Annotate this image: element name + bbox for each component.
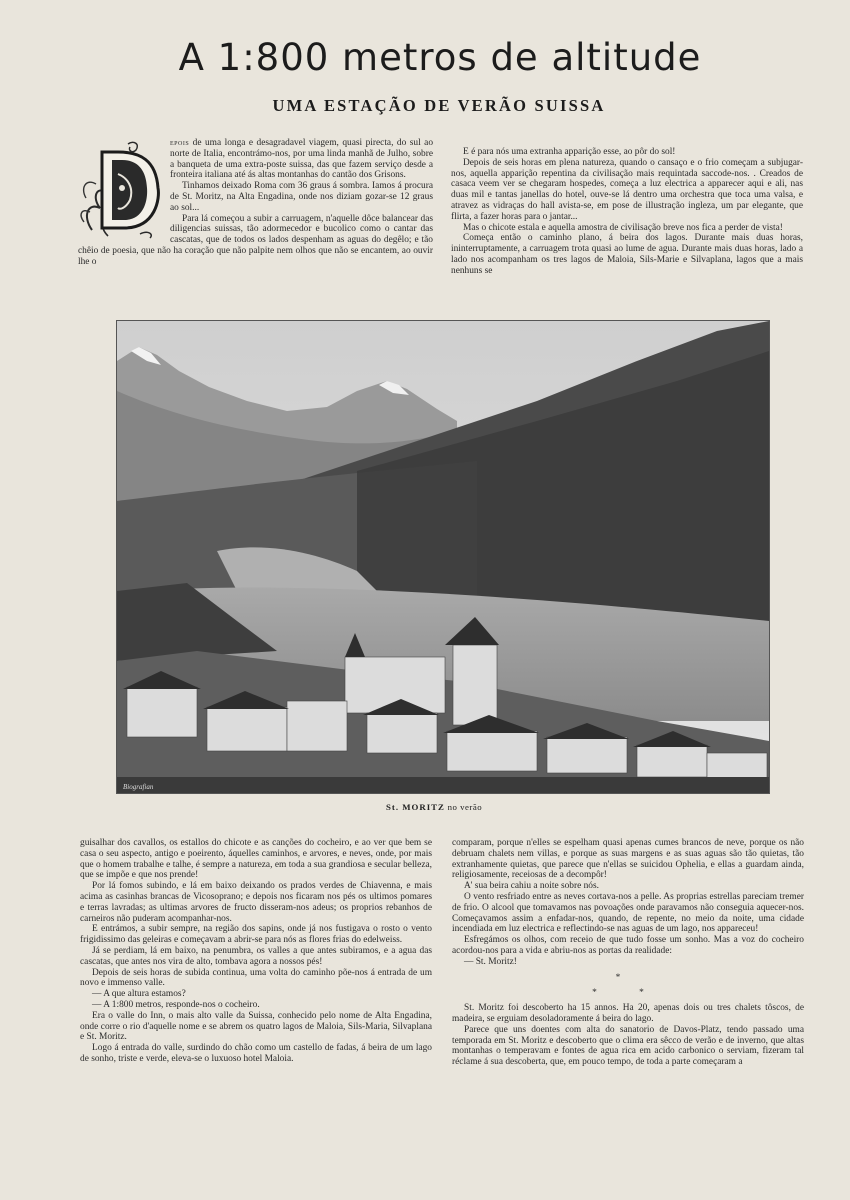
paragraph: guisalhar dos cavallos, os estallos do chicote e as canções do cocheiro, e ao ver que bem se casa o seu aspecto, antigo e poeirento, áquelles caminhos, e arvores, e neves, onde, por mais que o homem trabalhe e talhe, é sempre a natureza, em toda a sua grandiosa e secular belleza, que se impõe e que nos prende!	[80, 838, 432, 881]
paragraph: de uma longa e desagradavel viagem, quasi pirecta, do sul ao norte de Italia, encontrámo-nos, por uma linda manhã de Julho, sobre a banqueta de uma extra-poste suissa, das que fazem serviço desde a fronteira italiana até ás altas montanhas do cantão dos Grisons.	[170, 138, 434, 181]
dropcap-continuation: epois	[170, 138, 190, 147]
paragraph: Era o valle do Inn, o mais alto valle da Suissa, conhecido pelo nome de Alta Engadina, onde corre o rio d'aquelle nome e se abrem os quatro lagos de Maloia, Sils-Maria, Silvaplana e St. Moritz.	[80, 1010, 432, 1043]
paragraph: St. Moritz foi descoberto ha 15 annos. Ha 20, apenas dois ou tres chalets tôscos, de madeira, se erguiam desoladoramente á beira do lago.	[452, 1003, 804, 1024]
paragraph: Depois de seis horas em plena natureza, quando o cansaço e o frio começam a subjugar-nos, aquella apparição repentina da civilisação mais requintada saccode-nos. . Creados de casaca veem ver se chegaram hospedes, começa a luz electrica a apparecer aqui e ali, nas duas mil e tantas janellas do hotel, ouve-se lá dentro uma orchestra que toca uma valsa, e atravez as vidraças do hall avista-se, em pose de illustração ingleza, um par elegante, que flirta, a fazer horas para o jantar...	[451, 157, 803, 222]
caption-rest: no verão	[447, 802, 483, 812]
st-moritz-photograph	[116, 320, 770, 794]
caption-place: St. MORITZ	[386, 802, 445, 812]
paragraph: — St. Moritz!	[464, 956, 517, 967]
section-divider: *	[615, 972, 641, 983]
bottom-right-column	[452, 838, 804, 1068]
paragraph: Para lá começou a subir a carruagem, n'aquelle dôce balancear das diligencias suissas, tão adormecedor e bucolico como o cantar das cascatas, que de todos os lados despenham as aguas do degêlo; e tão chêio de poesia, que não ha coração que não palpite nem olhos que não se encantem, ao ouvir lhe o	[78, 213, 433, 267]
paragraph: Já se perdiam, lá em baixo, na penumbra, os valles a que antes subiramos, e a agua das cascatas, que antes nos vira de alto, tombava agora a nossos pés!	[80, 945, 432, 967]
paragraph: Depois de seis horas de subida continua, uma volta do caminho põe-nos á entrada de um novo e immenso valle.	[80, 967, 432, 989]
ornamental-dropcap-d	[78, 138, 164, 240]
paragraph: — A que altura estamos?	[92, 989, 186, 1000]
page-title: A 1:800 metros de altitude	[178, 36, 702, 79]
paragraph: A' sua beira cahiu a noite sobre nós.	[464, 881, 599, 892]
paragraph: Começa então o caminho plano, á beira dos lagos. Durante mais duas horas, ininterruptamente, a carruagem trota quasi ao lume de agua. Durante mais duas horas, lado a lado nos acompanham os tres lagos de Maloia, Sils-Marie e Silvaplana, lagos que a mais nenhuns se	[451, 233, 803, 276]
top-right-column	[451, 147, 803, 277]
paragraph: comparam, porque n'elles se espelham quasi apenas cumes brancos de neve, porque os não debruam chalets nem villas, e porque as suas margens e as suas aguas são tão quietas, tão extranhamente quietas, que parece que n'ellas se suicidou Ophelia, e ellas a guardam ainda, religiosamente, receiosas de a decompôr!	[452, 838, 804, 881]
paragraph: O vento resfriado entre as neves cortava-nos a pelle. As proprias estrellas pareciam tremer de frio. O alcool que tomavamos nas povoações onde paravamos não conseguia aquecer-nos. Começavamos assim a enfadar-nos, quando, de repente, no meio da noite, uma cidade incendiada em luz electrica e reflectindo-se nas aguas de um lago, nos appareceu!	[452, 891, 804, 935]
paragraph: Esfregámos os olhos, com receio de que tudo fosse um sonho. Mas a voz do cocheiro acordou-nos para a vida e abriu-nos as portas da realidade:	[452, 935, 804, 956]
paragraph: Parece que uns doentes com alta do sanatorio de Davos-Platz, tendo passado uma temporada em St. Moritz e descoberto que o clima era sêcco de verão e de inverno, que altas montanhas o temperavam e fontes de agua rica em acido carbonico o serviam, fizeram tal réclame á sua descoberta, que, em pouco tempo, de toda a parte começaram a	[452, 1024, 804, 1068]
bottom-left-column	[80, 838, 432, 1065]
photo-signature: Biografian	[123, 783, 154, 791]
paragraph: Logo á entrada do valle, surdindo do chão como um castello de fadas, á beira de um lago de sonho, triste e verde, eleva-se o luxuoso hotel Maloia.	[80, 1043, 432, 1064]
paragraph: Mas o chicote estala e aquella amostra de civilisação breve nos fica a perder de vista!	[463, 222, 783, 233]
section-divider: * *	[592, 988, 664, 999]
top-left-column	[78, 138, 433, 268]
photo-caption	[386, 802, 482, 812]
paragraph: — A 1:800 metros, responde-nos o cocheiro.	[92, 999, 260, 1010]
page-subtitle: UMA ESTAÇÃO DE VERÃO SUISSA	[272, 96, 606, 115]
landscape-illustration	[117, 321, 769, 793]
paragraph: E é para nós uma extranha apparição esse, ao pôr do sol!	[463, 147, 676, 157]
paragraph: Tinhamos deixado Roma com 36 graus á sombra. Iamos á procura de St. Moritz, na Alta Engadina, onde nos diziam gozar-se 12 graus ao sol...	[170, 181, 433, 213]
paragraph: Por lá fomos subindo, e lá em baixo deixando os prados verdes de Chiavenna, e mais acima as casinhas brancas de Vicosoprano; e depois nos ficaram nos pés os ultimos pomares e terras lavradas; as ultimas arvores de fructo disseram-nos adeus; os proprios rebanhos de carneiros não puderam acompanhar-nos.	[80, 881, 432, 924]
paragraph: E entrámos, a subir sempre, na região dos sapins, onde já nos fustigava o rosto o vento frigidissimo das geleiras e começavam a abrir-se para nós as flores frias do edelweiss.	[80, 924, 432, 946]
